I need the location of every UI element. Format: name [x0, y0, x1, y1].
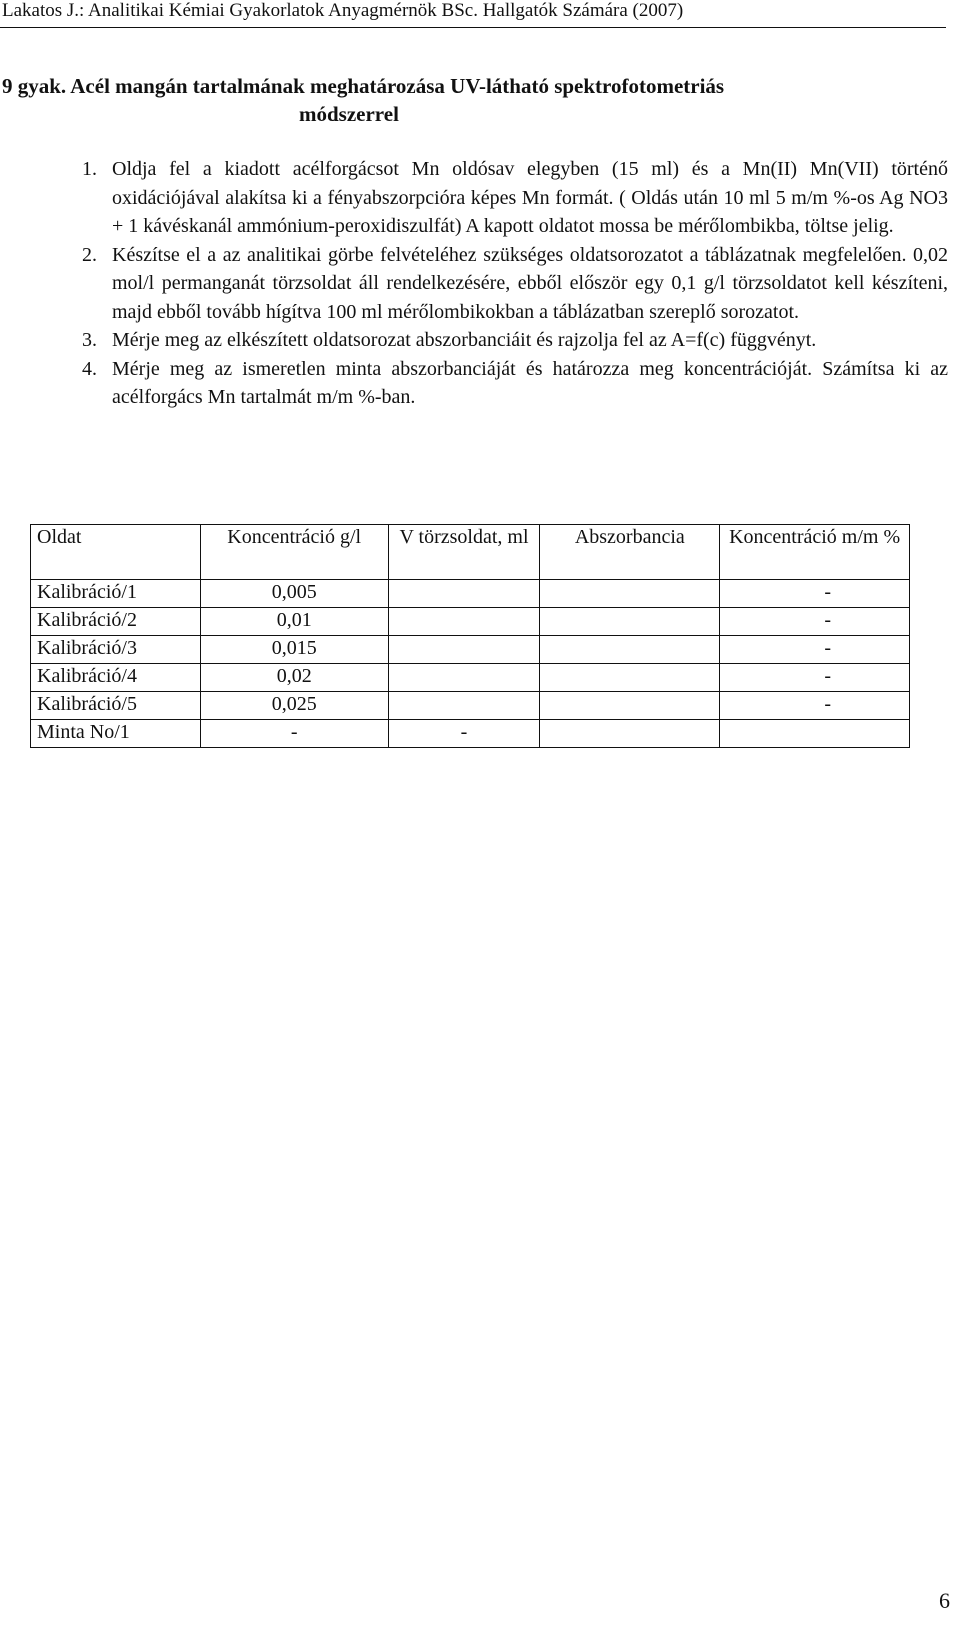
- table-header-row: [31, 525, 910, 580]
- header-v-torzsoldat: V törzsoldat, ml: [388, 525, 540, 580]
- cell-koncentracio: -: [200, 720, 388, 748]
- cell-abszorbancia: [540, 636, 720, 664]
- step-item: [82, 326, 948, 355]
- header-abszorbancia: Abszorbancia: [540, 525, 720, 580]
- cell-koncentracio-mm: -: [720, 608, 910, 636]
- table-row: [31, 636, 910, 664]
- cell-abszorbancia: [540, 580, 720, 608]
- cell-koncentracio: 0,02: [200, 664, 388, 692]
- cell-oldat: Kalibráció/3: [31, 636, 201, 664]
- step-number: 4.: [82, 357, 97, 380]
- step-text: Mérje meg az ismeretlen minta abszorbanciáját és határozza meg koncentrációját. Számítsa ki az acélforgács Mn tartalmát m/m %-ban.: [112, 357, 948, 408]
- cell-oldat: Kalibráció/1: [31, 580, 201, 608]
- cell-v-torzsoldat: [388, 636, 540, 664]
- cell-koncentracio-mm: -: [720, 664, 910, 692]
- page-number: 6: [939, 1588, 950, 1613]
- cell-oldat: Kalibráció/4: [31, 664, 201, 692]
- step-text: Oldja fel a kiadott acélforgácsot Mn oldósav elegyben (15 ml) és a Mn(II) Mn(VII) történő oxidációjával alakítsa ki a fényabszorpcióra képes Mn formát. ( Oldás után 10 ml 5 m/m %-os Ag NO3 + 1 kávéskanál ammónium-peroxidiszulfát) A kapott oldatot mossa be mérőlombikba, töltse jelig.: [112, 158, 948, 237]
- cell-koncentracio-mm: [720, 720, 910, 748]
- step-item: [82, 155, 948, 241]
- table-row: [31, 720, 910, 748]
- cell-oldat: Kalibráció/2: [31, 608, 201, 636]
- table-row: [31, 664, 910, 692]
- cell-abszorbancia: [540, 608, 720, 636]
- cell-v-torzsoldat: [388, 580, 540, 608]
- step-number: 1.: [82, 158, 97, 180]
- header-oldat: Oldat: [31, 525, 201, 580]
- calibration-table: [30, 524, 910, 748]
- cell-koncentracio: 0,025: [200, 692, 388, 720]
- cell-v-torzsoldat: [388, 692, 540, 720]
- step-text: Mérje meg az elkészített oldatsorozat abszorbanciáit és rajzolja fel az A=f(c) függvényt.: [112, 329, 817, 351]
- table-row: [31, 692, 910, 720]
- header-koncentracio-mm: Koncentráció m/m %: [720, 525, 910, 580]
- header-rule: [0, 27, 946, 28]
- header-koncentracio-gl: Koncentráció g/l: [200, 525, 388, 580]
- step-item: [82, 355, 948, 412]
- cell-oldat: Kalibráció/5: [31, 692, 201, 720]
- table-row: [31, 580, 910, 608]
- cell-koncentracio: 0,015: [200, 636, 388, 664]
- cell-abszorbancia: [540, 720, 720, 748]
- cell-oldat: Minta No/1: [31, 720, 201, 748]
- title-line-1: 9 gyak. Acél mangán tartalmának meghatározása UV-látható spektrofotometriás: [2, 74, 725, 98]
- cell-abszorbancia: [540, 692, 720, 720]
- page-header: Lakatos J.: Analitikai Kémiai Gyakorlatok Anyagmérnök BSc. Hallgatók Számára (2007): [2, 0, 684, 21]
- cell-v-torzsoldat: [388, 608, 540, 636]
- exercise-title: [2, 72, 948, 128]
- cell-koncentracio-mm: -: [720, 580, 910, 608]
- step-number: 2.: [82, 243, 97, 266]
- cell-koncentracio: 0,01: [200, 608, 388, 636]
- step-item: [82, 241, 948, 327]
- step-number: 3.: [82, 329, 97, 351]
- step-list: [82, 155, 948, 412]
- cell-koncentracio: 0,005: [200, 580, 388, 608]
- cell-koncentracio-mm: -: [720, 692, 910, 720]
- title-line-2: módszerrel: [299, 102, 399, 126]
- cell-v-torzsoldat: -: [388, 720, 540, 748]
- table-row: [31, 608, 910, 636]
- cell-v-torzsoldat: [388, 664, 540, 692]
- cell-koncentracio-mm: -: [720, 636, 910, 664]
- step-text: Készítse el a az analitikai görbe felvételéhez szükséges oldatsorozatot a táblázatnak megfelelően. 0,02 mol/l permanganát törzsoldat áll rendelkezésére, ebből először egy 0,1 g/l törzsoldatot kell készíteni, majd ebből tovább hígítva 100 ml mérőlombikokban a táblázatban szereplő sorozatot.: [112, 243, 948, 323]
- cell-abszorbancia: [540, 664, 720, 692]
